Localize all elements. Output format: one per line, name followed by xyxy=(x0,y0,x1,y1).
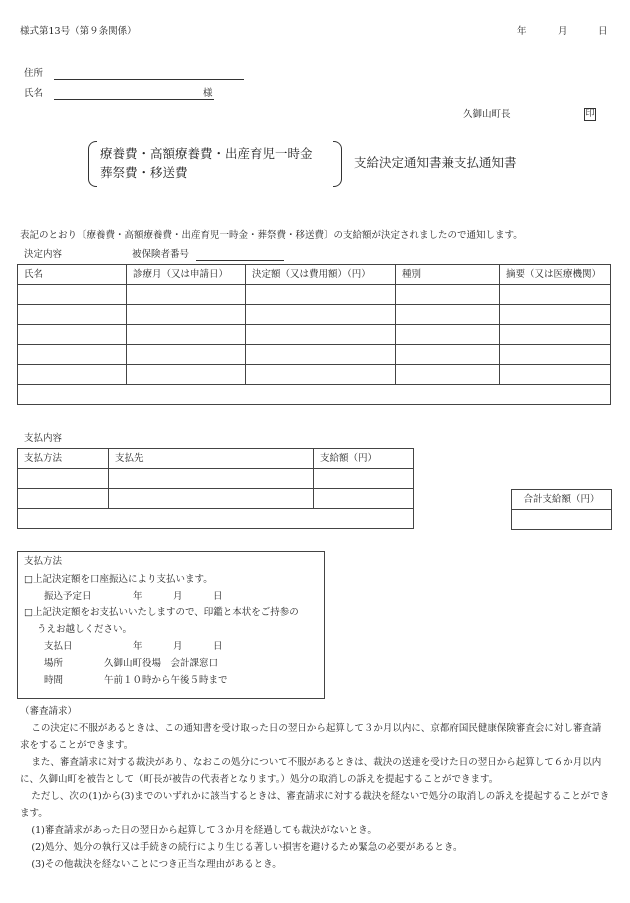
header-remarks: 摘要（又は医療機関） xyxy=(500,265,611,285)
name-line[interactable] xyxy=(54,99,214,100)
pay-date-label: 支払日 xyxy=(44,641,73,652)
table-header-row xyxy=(18,265,611,285)
cell[interactable] xyxy=(314,489,414,509)
appeal-paragraph-2: また、審査請求に対する裁決があり、なおこの処分について不服があるときは、裁決の送達を受けた日の翌日から起算して６か月以内に、久御山町を被告として（町長が被告の代表者となります。）処分の取消しの訴えを提起することができます。 xyxy=(20,757,602,785)
cell[interactable] xyxy=(500,325,611,345)
header-payee: 支払先 xyxy=(109,449,314,469)
cell[interactable] xyxy=(18,365,127,385)
cell[interactable] xyxy=(18,489,109,509)
table-row xyxy=(18,345,611,365)
cell[interactable] xyxy=(396,305,500,325)
name-label: 氏名 xyxy=(24,88,44,99)
option-counter-line-1[interactable]: □上記決定額をお支払いいたしますので、印鑑と本状をご持参の xyxy=(24,607,299,618)
decision-section-label: 決定内容 xyxy=(24,249,63,260)
cell[interactable] xyxy=(127,305,246,325)
table-row xyxy=(18,365,611,385)
table-header-row xyxy=(18,449,414,469)
table-footer-row xyxy=(18,385,611,405)
table-row xyxy=(18,305,611,325)
total-amount-cell[interactable] xyxy=(512,510,612,530)
cell[interactable] xyxy=(314,469,414,489)
transfer-day: 日 xyxy=(213,591,223,602)
payment-section-label: 支払内容 xyxy=(24,433,63,444)
cell[interactable] xyxy=(18,509,414,529)
header-month-label: 月 xyxy=(558,26,568,37)
appeal-paragraph-3: ただし、次の(1)から(3)までのいずれかに該当するときは、審査請求に対する裁決を経ないで処分の取消しの訴えを提起することができます。 xyxy=(20,791,610,819)
cell[interactable] xyxy=(109,469,314,489)
appeal-paragraph-1: この決定に不服があるときは、この通知書を受け取った日の翌日から起算して３か月以内に、京都府国民健康保険審査会に対し審査請求をすることができます。 xyxy=(20,723,602,751)
cell[interactable] xyxy=(18,305,127,325)
decision-table xyxy=(17,264,611,405)
title-line-1: 療養費・高額療養費・出産育児一時金 xyxy=(100,146,313,161)
total-label: 合計支給額（円） xyxy=(512,490,612,510)
appeal-item-2: (2)処分、処分の執行又は手続きの続行により生じる著しい損害を避けるため緊急の必要があるとき。 xyxy=(31,842,463,853)
cell[interactable] xyxy=(109,489,314,509)
table-row xyxy=(18,489,414,509)
cell[interactable] xyxy=(396,365,500,385)
header-name: 氏名 xyxy=(18,265,127,285)
payment-table xyxy=(17,448,414,529)
intro-text: 表記のとおり〔療養費・高額療養費・出産育児一時金・葬祭費・移送費〕の支給額が決定されましたので通知します。 xyxy=(20,230,523,241)
header-month: 診療月（又は申請日） xyxy=(127,265,246,285)
cell[interactable] xyxy=(18,469,109,489)
cell[interactable] xyxy=(500,285,611,305)
form-number: 様式第13号（第９条関係） xyxy=(20,26,137,37)
time-label: 時間 xyxy=(44,675,64,686)
place-value: 久御山町役場 会計課窓口 xyxy=(104,658,219,669)
cell[interactable] xyxy=(246,305,396,325)
right-bracket xyxy=(333,141,342,187)
cell[interactable] xyxy=(246,365,396,385)
header-day-label: 日 xyxy=(598,26,608,37)
title-suffix: 支給決定通知書兼支払通知書 xyxy=(354,155,517,170)
appeal-item-1: (1)審査請求があった日の翌日から起算して３か月を経過しても裁決がないとき。 xyxy=(31,825,377,836)
cell[interactable] xyxy=(18,325,127,345)
title-line-2: 葬祭費・移送費 xyxy=(100,165,188,180)
cell[interactable] xyxy=(396,285,500,305)
transfer-month: 月 xyxy=(173,591,183,602)
address-label: 住所 xyxy=(24,68,44,79)
appeal-section xyxy=(20,703,610,873)
header-method: 支払方法 xyxy=(18,449,109,469)
official-seal-icon: 印 xyxy=(585,109,595,119)
cell[interactable] xyxy=(18,285,127,305)
table-footer-row xyxy=(18,509,414,529)
time-value: 午前１０時から午後５時まで xyxy=(104,675,228,686)
pay-day: 日 xyxy=(213,641,223,652)
cell[interactable] xyxy=(246,285,396,305)
total-table xyxy=(511,489,612,530)
header-amount: 決定額（又は費用額）（円） xyxy=(246,265,396,285)
cell[interactable] xyxy=(127,345,246,365)
left-bracket xyxy=(88,141,97,187)
cell[interactable] xyxy=(127,325,246,345)
cell[interactable] xyxy=(500,345,611,365)
place-label: 場所 xyxy=(44,658,64,669)
cell[interactable] xyxy=(18,385,611,405)
option-counter-line-2: うえお越しください。 xyxy=(37,624,133,635)
pay-year: 年 xyxy=(133,641,143,652)
cell[interactable] xyxy=(246,345,396,365)
header-type: 種別 xyxy=(396,265,500,285)
method-box-title: 支払方法 xyxy=(24,556,63,567)
cell[interactable] xyxy=(396,325,500,345)
cell[interactable] xyxy=(396,345,500,365)
cell[interactable] xyxy=(127,285,246,305)
insured-number-line[interactable] xyxy=(196,260,284,261)
issuer-title: 久御山町長 xyxy=(463,109,511,120)
cell[interactable] xyxy=(127,365,246,385)
address-line[interactable] xyxy=(54,79,244,80)
appeal-heading: （審査請求） xyxy=(20,706,78,717)
insured-number-label: 被保険者番号 xyxy=(132,249,190,260)
honorific: 様 xyxy=(203,88,213,99)
transfer-year: 年 xyxy=(133,591,143,602)
transfer-date-label: 振込予定日 xyxy=(44,591,92,602)
cell[interactable] xyxy=(246,325,396,345)
table-row xyxy=(18,325,611,345)
header-pay-amount: 支給額（円） xyxy=(314,449,414,469)
cell[interactable] xyxy=(18,345,127,365)
option-transfer[interactable]: □上記決定額を口座振込により支払います。 xyxy=(24,574,213,585)
header-year-label: 年 xyxy=(517,26,527,37)
table-row xyxy=(18,469,414,489)
pay-month: 月 xyxy=(173,641,183,652)
appeal-item-3: (3)その他裁決を経ないことにつき正当な理由があるとき。 xyxy=(31,859,282,870)
table-row xyxy=(18,285,611,305)
cell[interactable] xyxy=(500,305,611,325)
cell[interactable] xyxy=(500,365,611,385)
